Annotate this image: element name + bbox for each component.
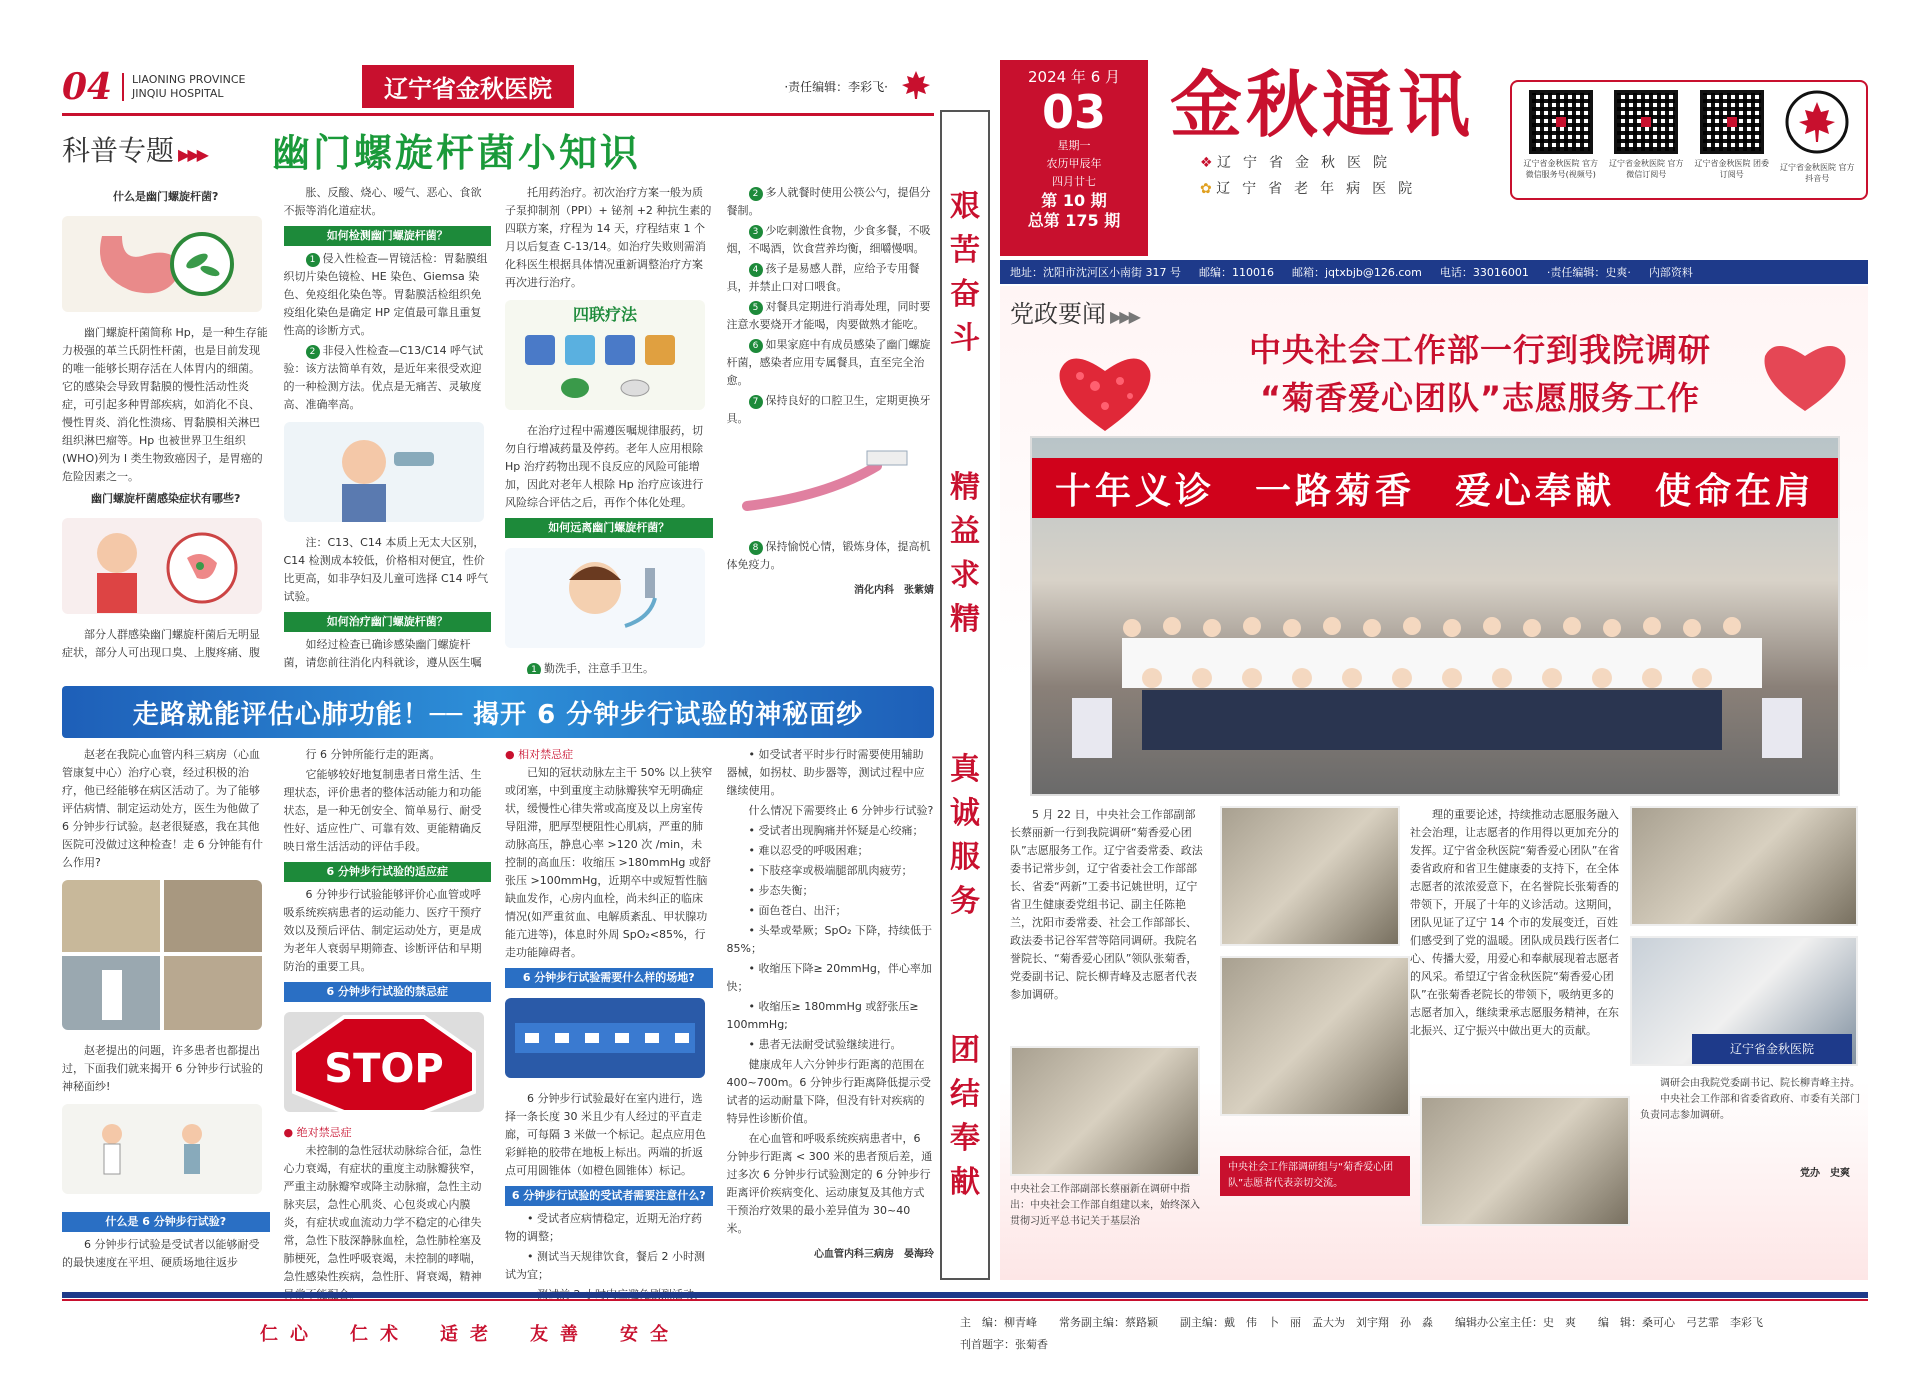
right-page <box>1000 60 1868 1280</box>
hp-column-2 <box>284 184 492 674</box>
news-headline <box>1130 326 1830 422</box>
podium-text: 辽宁省金秋医院 <box>1692 1034 1852 1064</box>
year-month: 2024 年 6 月 <box>1027 68 1121 86</box>
news-photo-3 <box>1010 1046 1200 1176</box>
stop-text: STOP <box>323 1046 444 1092</box>
treat-plan: 托用药治疗。初次治疗方案一般为质子泵抑制剂（PPI）+ 铋剂 +2 种抗生素的四联方案，疗程为 14 天，疗程结束 1 个月以后复查 C-13/14。如治疗失败则需消化科医生根据具体情况重新调整治疗方案再次进行治疗。 <box>505 186 712 289</box>
credits-line-1: 主 编：柳青峰 常务副主编：蔡路颖 副主编：戴 伟 卜 丽 孟大为 刘宇翔 孙 淼 编辑办公室主任：史 爽 编 辑：桑可心 弓艺霏 李彩飞 <box>960 1316 1763 1329</box>
info-bar <box>1000 260 1868 284</box>
qr-code-icon <box>1614 90 1678 154</box>
detect-noninvasive: 2 非侵入性检查—C13/C14 呼气试验：该方法简单有效，是近年来很受欢迎的一种检测方法。优点是无痛苦、灵敏度高、准确率高。 <box>283 344 484 411</box>
credits-line-2: 刊首题字：张菊香 <box>960 1338 1048 1351</box>
venue-heading: 6 分钟步行试验需要什么样的场地? <box>505 968 713 988</box>
qr-code-icon <box>1529 90 1593 154</box>
slogan-char: 益 <box>950 514 980 550</box>
slogan-4 <box>950 1029 980 1205</box>
qr-wechat-subscription[interactable] <box>1607 90 1685 180</box>
stop-question: 什么情况下需要终止 6 分钟步行试验? <box>748 804 934 817</box>
qr-caption: 辽宁省金秋医院 团委订阅号 <box>1694 159 1770 179</box>
photo-banner <box>1032 458 1838 518</box>
date-box <box>1000 60 1148 256</box>
footer-rule-red <box>62 1299 1868 1301</box>
lunar-year: 农历甲辰年 <box>1046 157 1102 170</box>
walk-cartoon <box>62 1104 262 1194</box>
walk-column-1 <box>62 746 270 1306</box>
science-section-header <box>62 124 934 174</box>
email[interactable]: 邮箱：jqtxbjb@126.com <box>1292 266 1422 279</box>
qr-code-panel <box>1510 80 1868 200</box>
lunar-day: 四月廿七 <box>1052 175 1096 188</box>
zipcode: 邮编：110016 <box>1199 266 1274 279</box>
stop-2: • 难以忍受的呼吸困难； <box>748 844 869 857</box>
newspaper-title: 金秋通讯 <box>1170 62 1475 147</box>
walk-definition-cont: 行 6 分钟所能行走的距离。 <box>305 748 441 761</box>
masthead <box>1170 60 1500 202</box>
walk-intro: 赵老在我院心血管内科三病房（心血管康复中心）治疗心衰，经过积极的治疗，他已经能够在病区活动了。为了能够评估病情、制定运动处方，医生为他做了 6 分钟步行试验。赵老很疑惑，我在其他医院可没做过这种检查！走 6 分钟能有什么作用? <box>62 748 263 869</box>
slogan-char: 结 <box>950 1077 980 1113</box>
indication-text: 6 分钟步行试验能够评价心血管或呼吸系统疾病患者的运动能力、医疗干预疗效以及预后评估、制定运动处方，更是成为老年人衰弱早期筛查、诊断评估和早期防治的重要工具。 <box>283 888 482 973</box>
hospital-en-line-1: LIAONING PROVINCE <box>132 72 246 86</box>
slogan-char: 献 <box>950 1165 980 1201</box>
detect-heading: 如何检测幽门螺旋杆菌？ <box>284 226 492 246</box>
hospital-english-name <box>122 73 302 101</box>
prevent-5: 5 对餐具定期进行消毒处理，同时要注意水要烧开才能喝，肉要做熟才能吃。 <box>726 300 931 331</box>
treat-text: 如经过检查已确诊感染幽门螺旋杆菌，请您前往消化内科就诊，遵从医生嘱 <box>283 638 482 669</box>
qr-douyin[interactable] <box>1778 90 1856 184</box>
slogan-char: 诚 <box>950 795 980 831</box>
contra-heading: 6 分钟步行试验的禁忌症 <box>284 982 492 1002</box>
indication-heading: 6 分钟步行试验的适应症 <box>284 862 492 882</box>
phone: 电话：33016001 <box>1439 266 1529 279</box>
author-signature: 消化内科 张紫婧 <box>854 585 934 596</box>
slogan-char: 精 <box>950 470 980 506</box>
walk-benefit: 它能够较好地复制患者日常生活、生理状态，评价患者的整体活动能力和功能状态，是一种无创安全、简单易行、耐受性好、适应性广、可靠有效、更能精确反映日常生活活动的评估手段。 <box>283 768 482 853</box>
slogan-char: 奋 <box>950 276 980 312</box>
qr-wechat-service[interactable] <box>1522 90 1600 180</box>
stop-1: • 受试者出现胸痛并怀疑是心绞痛； <box>748 824 924 837</box>
walk-article <box>62 746 934 1306</box>
vertical-slogan <box>940 110 990 1280</box>
walk-column-2 <box>284 746 492 1306</box>
editorial-credits <box>960 1312 1868 1356</box>
total-issue: 总第 175 期 <box>1027 211 1121 230</box>
detect-invasive: 1 侵入性检查—胃镜活检：胃黏膜组织切片染色镜检、HE 染色、Giemsa 染色、免疫组化染色等。胃黏膜活检组织免疫组化染色是确定 HP 定值最可靠且重复性高的诊断方式。 <box>283 252 488 337</box>
issue-number: 第 10 期 <box>1041 191 1107 210</box>
prevent-heading: 如何远离幽门螺旋杆菌？ <box>505 518 713 538</box>
slogan-char: 苦 <box>950 232 980 268</box>
section-label: 党政要闻 ▶▶▶ <box>1010 300 1138 328</box>
day-number: 03 <box>1041 85 1106 139</box>
hp-article <box>62 184 934 674</box>
news-text-1: 5 月 22 日，中央社会工作部副部长蔡丽新一行到我院调研“菊香爱心团队”志愿服务工作。辽宁省委常委、政法委书记常步剑，辽宁省委社会工作部部长、省委“两新”工委书记姚世明，辽宁省卫生健康委党组书记、副主任陈艳兰，沈阳市委常委、社会工作部部长、政法委书记谷军营等陪同调研。我院名誉院长、“菊香爱心团队”领队张菊香，党委副书记、院长柳青峰及志愿者代表参加调研。 <box>1010 808 1203 1001</box>
ward-photos <box>62 880 262 1030</box>
qr-caption: 辽宁省金秋医院 官方微信服务号(视频号) <box>1523 159 1599 179</box>
prevent-3: 3 少吃刺激性食物，少食多餐，不吸烟，不喝酒，饮食营养均衡，细嚼慢咽。 <box>726 224 931 255</box>
absolute-contra-text: 未控制的急性冠状动脉综合征，急性心力衰竭，有症状的重度主动脉瓣狭窄，严重主动脉瓣窄或降主动脉瘤，急性主动脉夹层，急性心肌炎、心包炎或心内膜炎，有症状或血流动力学不稳定的心律失常，急性下肢深静脉血栓，急性肺栓塞及肺梗死，急性呼吸衰竭，未控制的哮喘，急性感染性疾病，急性肝、肾衰竭，精神 <box>283 1144 482 1283</box>
slogan-2 <box>950 466 980 642</box>
slogan-char: 斗 <box>950 320 980 356</box>
detect-note: 注：C13、C14 本质上无太大区别，C14 检测成本较低，价格相对便宜，性价比更高，如非孕妇及儿童可选择 C14 呼气试验。 <box>283 536 489 603</box>
prevent-8: 8 保持愉悦心情，锻炼身体，提高机体免疫力。 <box>726 540 931 571</box>
treat-caution: 在治疗过程中需遵医嘱规律服药，切勿自行增减药量及停药。老年人应用根除 Hp 治疗药物出现不良反应的风险可能增加，因此对老年人根除 Hp 治疗应该进行风险综合评估之后，再作个体化处理。 <box>505 424 704 509</box>
walk-intro-2: 赵老提出的问题，许多患者也都提出过，下面我们就来揭开 6 分钟步行试验的神秘面纱! <box>62 1044 263 1093</box>
walk-column-3 <box>505 746 713 1306</box>
prevent-6: 6 如果家庭中有成员感染了幽门螺旋杆菌，感染者应用专属餐具，直至完全治愈。 <box>726 338 931 387</box>
stomach-illustration <box>62 216 262 312</box>
notice-2: • 测试当天规律饮食，餐后 2 小时测试为宜； <box>505 1250 705 1281</box>
hospital-name-2: ✿ 辽宁省老年病医院 <box>1200 181 1425 197</box>
news-photo-speaker <box>1630 936 1858 1066</box>
notice-4: • 如受试者平时步行时需要使用辅助器械，如拐杖、助步器等，测试过程中应继续使用。 <box>726 748 925 797</box>
hp-column-3 <box>505 184 713 674</box>
section-label: 科普专题 ▶▶▶ <box>62 134 206 167</box>
qr-code-icon <box>1700 90 1764 154</box>
stop-7: • 收缩压下降≥ 20mmHg，伴心率加快； <box>726 962 932 993</box>
address: 地址：沈阳市沈河区小南街 317 号 <box>1010 266 1181 279</box>
news-photo-2 <box>1630 806 1858 926</box>
weekday: 星期一 <box>1057 139 1091 152</box>
slogan-char: 艰 <box>950 188 980 224</box>
venue-text: 6 分钟步行试验最好在室内进行，选择一条长度 30 米且少有人经过的平直走廊，可每隔 3 米做一个标记。起点应用色彩鲜艳的胶带在地板上标出。两端的折返点可用圆锥体（如橙色圆锥体）标记。 <box>505 1092 706 1177</box>
slogan-1 <box>950 185 980 361</box>
treat-heading: 如何治疗幽门螺旋杆菌？ <box>284 612 492 632</box>
qr-youth-league[interactable] <box>1693 90 1771 180</box>
caption-1: 中央社会工作部副部长蔡丽新在调研中指出：中央社会工作部自组建以来，始终深入贯彻习近平总书记关于基层治 <box>1010 1184 1200 1227</box>
hp-intro-text: 幽门螺旋杆菌简称 Hp，是一种生存能力极强的革兰氏阴性杆菌，也是目前发现的唯一能够长期存活在人体胃内的细菌。它的感染会导致胃黏膜的慢性活动性炎症，可引起多种胃部疾病，如消化不良、慢性胃炎、消化性溃疡、胃黏膜相关淋巴组织淋巴瘤等。Hp 也被世界卫生组织(WHO)列为 I 类生物致癌因子，是胃癌的危险因素之一。 <box>62 326 268 483</box>
symptom-illustration <box>62 518 262 614</box>
stop-8: • 收缩压≥ 180mmHg 或舒张压≥ 100mmHg; <box>726 1000 919 1031</box>
author-signature: 党办 史爽 <box>1800 1168 1850 1179</box>
qr-caption: 辽宁省金秋医院 官方微信订阅号 <box>1608 159 1684 179</box>
article-title: 幽门螺旋杆菌小知识 <box>272 130 642 175</box>
relative-contra-text: 已知的冠状动脉左主干 50% 以上狭窄或闭塞，中到重度主动脉瓣狭窄无明确症状，缓慢性心律失常或高度及以上房室传导阻滞，肥厚型梗阻性心肌病，严重的肺动脉高压，静息心率 >120 次 /min，未控制的高血压：收缩压 >180mmHg 或舒张压 >100mmHg，近期卒中或短暂性脑缺血发作，心房内血栓，尚未纠正的临床情况(如严重贫血、电解质紊乱、甲状腺功能亢进等)，体息时外周 SpO₂<85%，行走功能障碍者。 <box>505 766 713 959</box>
banner-text: 十年义诊 一路菊香 爱心奉献 使命在肩 <box>1054 470 1815 512</box>
normal-range: 健康成年人六分钟步行距离的范围在 400~700m。6 分钟步行距离降低提示受试者的运动耐量下降，但没有针对疾病的特异性诊断价值。 <box>726 1058 931 1125</box>
news-text-2: 理的重要论述，持续推动志愿服务融入社会治理，让志愿者的作用得以更加充分的发挥。辽宁省金秋医院“菊香爱心团队”在省委省政府和省卫生健康委的支持下，在全体志愿者的浓浓爱意下，在名誉院长张菊香的带领下，开展了十年的义诊活动。这期间，团队见证了辽宁 14 个市的发展变迁，百姓们感受到了党的温暖。团队成员践行医者仁心、传播大爱，用爱心和奉献展现着志愿者的风采。希望辽宁省金秋医院“菊香爱心团队”在张菊香老院长的带领下，吸纳更多的志愿者加入，继续秉承志愿服务精神，在东北振兴、辽宁振兴中做出更大的贡献。 <box>1410 808 1620 1037</box>
prevent-4: 4 孩子是易感人群，应给予专用餐具，并禁止口对口喂食。 <box>726 262 920 293</box>
slogan-3 <box>950 748 980 924</box>
relative-contra-label: ● 相对禁忌症 <box>505 748 574 761</box>
question-heading: 幽门螺旋杆菌感染症状有哪些? <box>91 492 241 505</box>
news-photo-1 <box>1220 806 1400 946</box>
headline-line-2: “菊香爱心团队”志愿服务工作 <box>1259 379 1701 417</box>
left-editor: ·责任编辑：李彩飞· <box>784 80 888 94</box>
hp-column-1 <box>62 184 270 674</box>
group-photo <box>1030 436 1840 796</box>
hp-column-4 <box>727 184 935 674</box>
walk-test-title: 走路就能评估心肺功能！── 揭开 6 分钟步行试验的神秘面纱 <box>132 699 864 730</box>
douyin-logo-icon <box>1785 90 1849 154</box>
toothbrush-illustration <box>727 436 927 526</box>
hp-symptom-text: 部分人群感染幽门螺旋杆菌后无明显症状，部分人可出现口臭、上腹疼痛、腹 <box>62 628 260 659</box>
hospital-chinese-name: 辽宁省金秋医院 <box>362 65 574 108</box>
stop-4: • 步态失衡； <box>748 884 814 897</box>
stop-6: • 头晕或晕厥；SpO₂ 下降，持续低于 85%； <box>726 924 933 955</box>
maple-leaf-icon <box>898 69 934 105</box>
footer-rule <box>62 1292 1868 1298</box>
notice-heading: 6 分钟步行试验的受试者需要注意什么? <box>505 1186 713 1206</box>
prognosis-text: 在心血管和呼吸系统疾病患者中，6 分钟步行距离 < 300 米的患者预后差，通过多次 6 分钟步行试验测定的 6 分钟步行距离评价疾病变化、运动康复及其他方式干预治疗效果的最小差异值为 30~40 米。 <box>726 1132 933 1235</box>
right-editor: ·责任编辑：史爽· <box>1546 266 1631 279</box>
walk-definition: 6 分钟步行试验是受试者以能够耐受的最快速度在平坦、硬质场地往返步 <box>62 1238 260 1269</box>
internal-label: 内部资料 <box>1648 266 1693 279</box>
slogan-char: 务 <box>950 883 980 919</box>
hospital-en-line-2: JINQIU HOSPITAL <box>132 86 224 100</box>
hospital-name-1: ❖ 辽宁省金秋医院 <box>1200 155 1400 171</box>
stop-sign-illustration <box>284 1012 484 1112</box>
slogan-char: 奉 <box>950 1121 980 1157</box>
prevent-2: 2 多人就餐时使用公筷公勺，提倡分餐制。 <box>726 186 931 217</box>
question-heading: 什么是幽门螺旋杆菌? <box>113 190 219 203</box>
slogan-char: 精 <box>950 602 980 638</box>
slogan-char: 团 <box>950 1033 980 1069</box>
hp-symptom-cont: 胀、反酸、烧心、嗳气、恶心、食欲不振等消化道症状。 <box>283 186 482 217</box>
headline-line-1: 中央社会工作部一行到我院调研 <box>1248 331 1711 369</box>
walk-test-banner <box>62 686 934 738</box>
crowd-silhouette <box>1072 588 1802 768</box>
slogan-char: 服 <box>950 839 980 875</box>
hospital-motto: 仁心 仁术 适老 友善 安全 <box>260 1324 680 1345</box>
absolute-contra-label: ● 绝对禁忌症 <box>283 1126 352 1139</box>
caption-2: 调研会由我院党委副书记、院长柳青峰主持。 中央社会工作部和省委省政府、市委有关部门负责同志参加调研。 <box>1640 1078 1860 1121</box>
left-page <box>62 60 934 1283</box>
stop-5: • 面色苍白、出汗； <box>748 904 847 917</box>
qr-caption: 辽宁省金秋医院 官方抖音号 <box>1779 163 1855 183</box>
slogan-char: 求 <box>950 558 980 594</box>
what-is-heading: 什么是 6 分钟步行试验? <box>62 1212 270 1232</box>
notice-1: • 受试者应病情稳定，近期无治疗药物的调整； <box>505 1212 702 1243</box>
author-signature: 心血管内科三病房 晏海玲 <box>814 1249 934 1260</box>
walk-column-4 <box>727 746 935 1306</box>
left-page-header <box>62 60 934 116</box>
caption-red: 中央社会工作部调研组与“菊香爱心团队”志愿者代表亲切交流。 <box>1220 1156 1410 1196</box>
prevent-1: 1 勤洗手，注意手卫生。 <box>505 660 713 674</box>
slogan-char: 真 <box>950 751 980 787</box>
stop-9: • 患者无法耐受试验继续进行。 <box>748 1038 902 1051</box>
prevent-7: 7 保持良好的口腔卫生，定期更换牙具。 <box>726 394 931 425</box>
therapy-label: 四联疗法 <box>572 305 638 324</box>
page-number: 04 <box>62 65 113 108</box>
party-news-area <box>1000 286 1868 1280</box>
handwash-illustration <box>505 548 705 648</box>
news-photo-5 <box>1420 1096 1630 1226</box>
stop-3: • 下肢痉挛或极端腿部肌肉疲劳； <box>748 864 913 877</box>
track-illustration <box>505 998 705 1078</box>
quad-therapy-illustration <box>505 300 705 410</box>
news-photo-4 <box>1220 956 1410 1116</box>
breath-test-illustration <box>284 422 484 522</box>
